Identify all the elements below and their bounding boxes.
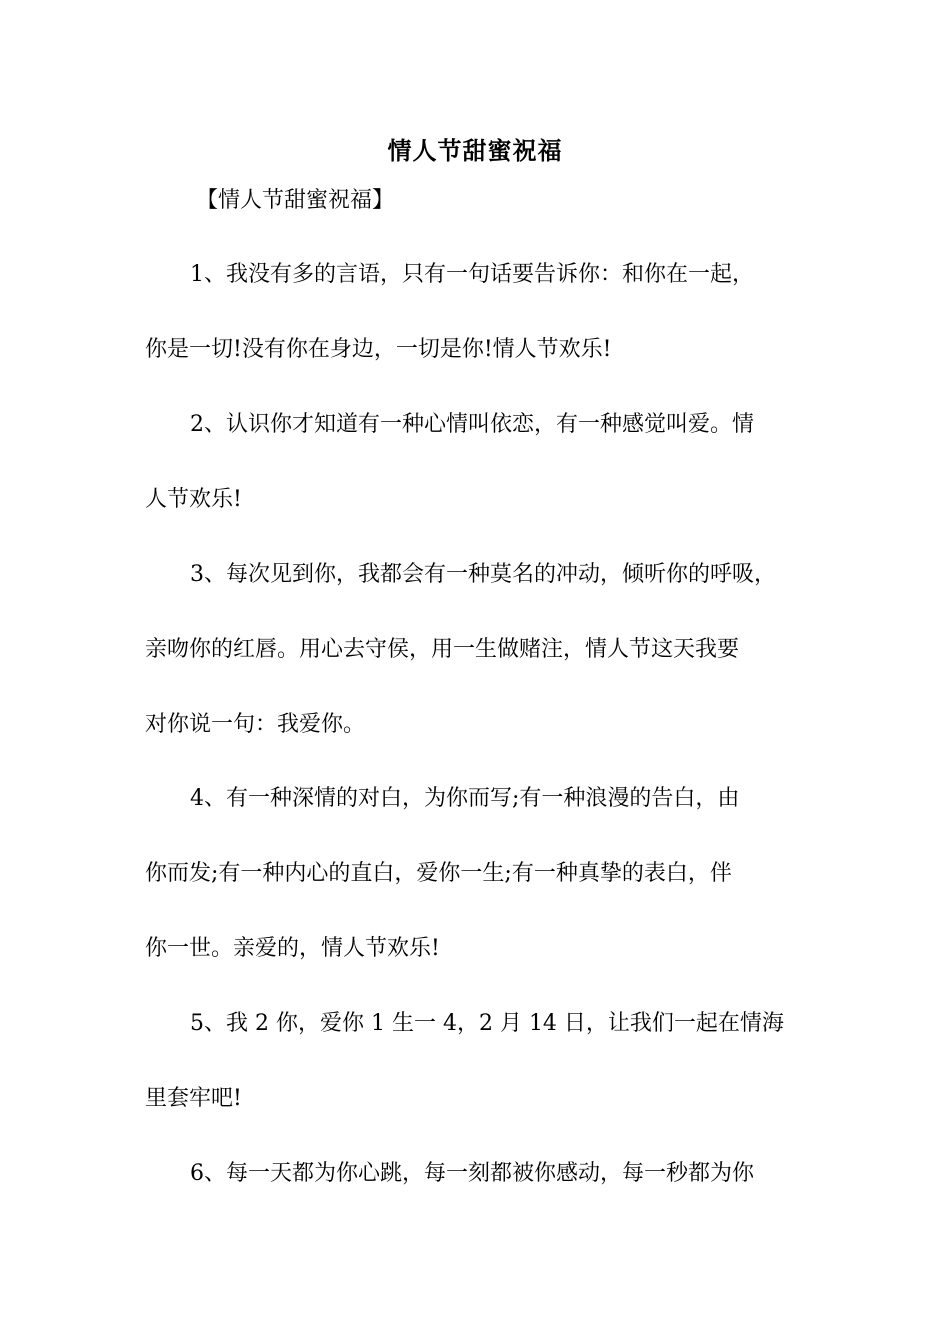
paragraph-line: 5、我 2 你，爱你 1 生一 4，2 月 14 日，让我们一起在情海: [190, 1011, 784, 1036]
paragraph-line: 亲吻你的红唇。用心去守侯，用一生做赌注，情人节这天我要: [145, 637, 740, 662]
paragraph-line: 6、每一天都为你心跳，每一刻都被你感动，每一秒都为你: [190, 1161, 754, 1186]
paragraph-line: 3、每次见到你，我都会有一种莫名的冲动，倾听你的呼吸，: [190, 562, 776, 587]
paragraph-line: 对你说一句：我爱你。: [145, 712, 366, 737]
paragraph-line: 人节欢乐!: [145, 487, 242, 512]
document-title: 情人节甜蜜祝福: [387, 136, 563, 165]
paragraph-line: 你一世。亲爱的，情人节欢乐!: [145, 936, 440, 961]
paragraph-line: 你是一切!没有你在身边，一切是你!情人节欢乐!: [145, 337, 612, 362]
paragraph-line: 4、有一种深情的对白，为你而写;有一种浪漫的告白，由: [190, 786, 740, 811]
paragraph-line: 里套牢吧!: [145, 1086, 242, 1111]
paragraph-line: 1、我没有多的言语，只有一句话要告诉你：和你在一起，: [190, 262, 754, 287]
document-subtitle: 【情人节甜蜜祝福】: [196, 188, 395, 213]
paragraph-line: 2、认识你才知道有一种心情叫依恋，有一种感觉叫爱。情: [190, 412, 754, 437]
paragraph-line: 你而发;有一种内心的直白，爱你一生;有一种真挚的表白，伴: [145, 861, 732, 886]
